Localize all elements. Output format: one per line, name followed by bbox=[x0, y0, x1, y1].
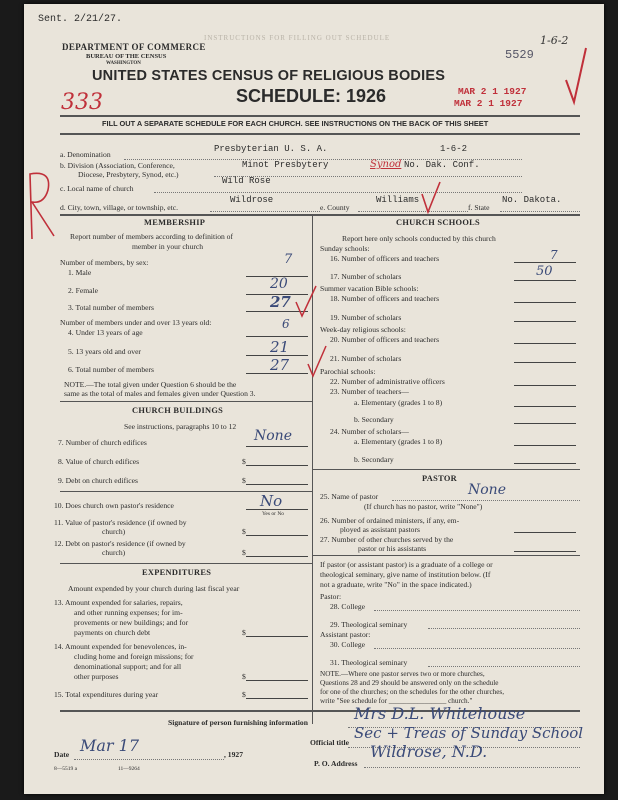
red-checkmark-icon bbox=[564, 46, 590, 106]
q5-label: 5. 13 years old and over bbox=[68, 347, 141, 356]
q12-label-2: church) bbox=[102, 548, 126, 557]
q24b-box bbox=[514, 463, 576, 464]
county-value: Williams bbox=[376, 195, 420, 205]
graduate-instruction-3: not a graduate, write "No" in the space indicated.) bbox=[320, 580, 472, 589]
pastor-note-4: write "See schedule for ________________ church." bbox=[320, 697, 473, 705]
expenditures-subheading: Amount expended by your church during last fiscal year bbox=[68, 584, 240, 593]
q24-label: 24. Number of scholars— bbox=[330, 427, 409, 436]
red-r-mark-icon bbox=[24, 164, 64, 244]
age-label: Number of members under and over 13 years old: bbox=[60, 318, 212, 327]
q4-label: 4. Under 13 years of age bbox=[68, 328, 143, 337]
q24a-box bbox=[514, 445, 576, 446]
q30-label: 30. College bbox=[330, 640, 366, 649]
q12-dollar: $ bbox=[242, 548, 246, 557]
q16-label: 16. Number of officers and teachers bbox=[330, 254, 440, 263]
denomination-label: a. Denomination bbox=[60, 150, 111, 159]
date-label: Date bbox=[54, 750, 70, 759]
q26-line-1: 26. Number of ordained ministers, if any, em- bbox=[320, 516, 460, 525]
q31-label: 31. Theological seminary bbox=[330, 658, 408, 667]
expenditures-heading: EXPENDITURES bbox=[142, 568, 212, 577]
form-number: 8—5519 a bbox=[54, 766, 78, 772]
date-year: , 1927 bbox=[224, 750, 243, 759]
pastor-note-3: for one of the churches; on the schedules for the other churches, bbox=[320, 688, 505, 696]
q24b-label: b. Secondary bbox=[354, 455, 394, 464]
pastor-label: Pastor: bbox=[320, 592, 342, 601]
census-schedule-sheet bbox=[24, 4, 604, 794]
received-stamp-2: MAR 2 1 1927 bbox=[454, 98, 523, 109]
county-label: e. County bbox=[320, 203, 350, 212]
q25-value: None bbox=[468, 482, 506, 498]
received-stamp-1: MAR 2 1 1927 bbox=[458, 86, 527, 97]
q16-box bbox=[514, 262, 576, 263]
q7-value: None bbox=[254, 428, 292, 444]
fill-line bbox=[428, 628, 580, 629]
q17-box bbox=[514, 280, 576, 281]
divider bbox=[312, 469, 580, 470]
membership-intro-2: member in your church bbox=[132, 242, 204, 251]
official-title-label: Official title bbox=[310, 738, 350, 747]
signature-label: Signature of person furnishing information bbox=[168, 718, 308, 727]
fill-line bbox=[374, 648, 580, 649]
pastor-heading: PASTOR bbox=[422, 474, 457, 483]
q23b-label: b. Secondary bbox=[354, 415, 394, 424]
q14-line-3: denominational support; and for all bbox=[74, 662, 182, 671]
q14-line-2: cluding home and foreign missions; for bbox=[74, 652, 194, 661]
q19-box bbox=[514, 321, 576, 322]
divider bbox=[60, 401, 312, 402]
q13-line-4: payments on church debt bbox=[74, 628, 151, 637]
city-value: Wildrose bbox=[230, 195, 274, 205]
q27-line-2: pastor or his assistants bbox=[358, 544, 427, 553]
q14-line-4: other purposes bbox=[74, 672, 119, 681]
sent-date: Sent. 2/21/27. bbox=[38, 14, 123, 25]
q23a-label: a. Elementary (grades 1 to 8) bbox=[354, 398, 443, 407]
graduate-instruction-1: If pastor (or assistant pastor) is a graduate of a college or bbox=[320, 560, 493, 569]
membership-heading: MEMBERSHIP bbox=[144, 218, 206, 227]
signature-value: Mrs D.L. Whitehouse bbox=[354, 704, 526, 723]
fill-line bbox=[428, 666, 580, 667]
official-title-value: Sec + Treas of Sunday School bbox=[354, 724, 584, 742]
instruction-banner: FILL OUT A SEPARATE SCHEDULE FOR EACH CHURCH. SEE INSTRUCTIONS ON THE BACK OF THIS SHEET bbox=[102, 119, 489, 128]
fill-line bbox=[374, 610, 580, 611]
q26-box bbox=[514, 532, 576, 533]
weekday-schools-label: Week-day religious schools: bbox=[320, 325, 406, 334]
local-name-value: Wild Rose bbox=[222, 176, 271, 186]
state-label: f. State bbox=[468, 203, 490, 212]
date-value: Mar 17 bbox=[80, 736, 140, 755]
denomination-value: Presbyterian U. S. A. bbox=[214, 144, 328, 154]
q17-value: 50 bbox=[536, 264, 553, 279]
graduate-instruction-2: theological seminary, give name of institution below. (If bbox=[320, 570, 491, 579]
q20-label: 20. Number of officers and teachers bbox=[330, 335, 440, 344]
red-checkmark-icon bbox=[294, 284, 318, 320]
q9-dollar: $ bbox=[242, 476, 246, 485]
q27-box bbox=[514, 551, 576, 552]
q11-dollar: $ bbox=[242, 527, 246, 536]
q10-value: No bbox=[260, 492, 283, 510]
handwritten-number: 333 bbox=[61, 90, 103, 115]
schools-intro: Report here only schools conducted by this church bbox=[342, 234, 496, 243]
sunday-schools-label: Sunday schools: bbox=[320, 244, 370, 253]
parochial-schools-label: Parochial schools: bbox=[320, 367, 376, 376]
q18-label: 18. Number of officers and teachers bbox=[330, 294, 440, 303]
pastor-note-1: NOTE.—Where one pastor serves two or more churches, bbox=[320, 670, 485, 678]
q6-value: 27 bbox=[270, 356, 290, 374]
q25-label: 25. Name of pastor bbox=[320, 492, 379, 501]
address-value: Wildrose, N.D. bbox=[370, 742, 488, 761]
q7-box bbox=[246, 446, 308, 447]
q14-box bbox=[246, 680, 308, 681]
q16-value: 7 bbox=[550, 248, 558, 262]
q11-label: 11. Value of pastor's residence (if owned by bbox=[54, 518, 187, 527]
fill-line bbox=[392, 500, 580, 501]
q8-dollar: $ bbox=[242, 457, 246, 466]
by-sex-label: Number of members, by sex: bbox=[60, 258, 149, 267]
q23-label: 23. Number of teachers— bbox=[330, 387, 409, 396]
q26-line-2: ployed as assistant pastors bbox=[340, 525, 420, 534]
buildings-subheading: See instructions, paragraphs 10 to 12 bbox=[124, 422, 237, 431]
membership-note: NOTE.—The total given under Question 6 should be the bbox=[64, 380, 237, 389]
q13-dollar: $ bbox=[242, 628, 246, 637]
buildings-heading: CHURCH BUILDINGS bbox=[132, 406, 224, 415]
q28-label: 28. College bbox=[330, 602, 366, 611]
q18-box bbox=[514, 302, 576, 303]
faint-bleedthrough-text: INSTRUCTIONS FOR FILLING OUT SCHEDULE bbox=[204, 34, 391, 42]
denomination-code: 1-6-2 bbox=[440, 144, 468, 154]
division-note: Synod bbox=[370, 159, 402, 170]
department-name: DEPARTMENT OF COMMERCE bbox=[62, 42, 206, 52]
q2-value: 20 bbox=[270, 276, 288, 292]
q10-label: 10. Does church own pastor's residence bbox=[54, 501, 174, 510]
local-name-label: c. Local name of church bbox=[60, 184, 134, 193]
q1-label: 1. Male bbox=[68, 268, 92, 277]
q13-line-3: provements or new buildings; and for bbox=[74, 618, 189, 627]
membership-intro: Report number of members according to definition of bbox=[70, 232, 234, 241]
q7-label: 7. Number of church edifices bbox=[58, 438, 147, 447]
red-checkmark-icon bbox=[420, 180, 442, 216]
q25-note: (If church has no pastor, write "None") bbox=[364, 502, 483, 511]
q21-label: 21. Number of scholars bbox=[330, 354, 402, 363]
city-name: WASHINGTON bbox=[106, 61, 141, 66]
fill-line bbox=[154, 192, 522, 193]
membership-note-2: same as the total of males and females given under Question 3. bbox=[64, 389, 256, 398]
q4-box bbox=[246, 336, 308, 337]
state-value: No. Dakota. bbox=[502, 195, 562, 205]
divider bbox=[60, 133, 580, 135]
q15-label: 15. Total expenditures during year bbox=[54, 690, 159, 699]
q13-line-2: and other running expenses; for im- bbox=[74, 608, 183, 617]
fill-line bbox=[364, 767, 580, 768]
serial-number: 5529 bbox=[505, 48, 534, 62]
divider bbox=[60, 115, 580, 117]
city-label: d. City, town, village, or township, etc. bbox=[60, 203, 179, 212]
divider bbox=[312, 555, 580, 556]
fill-line bbox=[210, 211, 320, 212]
q23a-box bbox=[514, 406, 576, 407]
q9-label: 9. Debt on church edifices bbox=[58, 476, 138, 485]
q8-label: 8. Value of church edifices bbox=[58, 457, 140, 466]
q22-box bbox=[514, 385, 576, 386]
address-label: P. O. Address bbox=[314, 759, 358, 768]
division-label: b. Division (Association, Conference, bbox=[60, 161, 175, 170]
schedule-year: SCHEDULE: 1926 bbox=[236, 86, 387, 106]
schools-heading: CHURCH SCHOOLS bbox=[396, 218, 481, 227]
q1-value: 7 bbox=[284, 252, 293, 267]
q12-box bbox=[246, 556, 308, 557]
bureau-name: BUREAU OF THE CENSUS bbox=[86, 53, 167, 60]
q23b-box bbox=[514, 423, 576, 424]
q15-dollar: $ bbox=[242, 690, 246, 699]
q19-label: 19. Number of scholars bbox=[330, 313, 402, 322]
form-title: UNITED STATES CENSUS OF RELIGIOUS BODIES bbox=[92, 68, 446, 84]
q27-line-1: 27. Number of other churches served by the bbox=[320, 535, 454, 544]
q6-label: 6. Total number of members bbox=[68, 365, 155, 374]
q11-box bbox=[246, 535, 308, 536]
q20-box bbox=[514, 343, 576, 344]
division-label-2: Diocese, Presbytery, Synod, etc.) bbox=[78, 170, 179, 179]
print-number: 11—9264 bbox=[118, 766, 140, 772]
q5-value: 21 bbox=[270, 338, 290, 356]
q13-box bbox=[246, 636, 308, 637]
q24a-label: a. Elementary (grades 1 to 8) bbox=[354, 437, 443, 446]
q22-label: 22. Number of administrative officers bbox=[330, 377, 445, 386]
divider bbox=[60, 214, 580, 216]
q12-label: 12. Debt on pastor's residence (if owned by bbox=[54, 539, 186, 548]
q4-value: 6 bbox=[282, 317, 290, 331]
pastor-note-2: Questions 28 and 29 should be answered only on the schedule bbox=[320, 679, 499, 687]
divider bbox=[60, 563, 312, 564]
q9-box bbox=[246, 484, 308, 485]
fill-line bbox=[358, 211, 468, 212]
q14-line-1: 14. Amount expended for benevolences, in- bbox=[54, 642, 187, 651]
q17-label: 17. Number of scholars bbox=[330, 272, 402, 281]
fill-line bbox=[500, 211, 580, 212]
division-value: Minot Presbytery bbox=[242, 160, 329, 170]
q21-box bbox=[514, 362, 576, 363]
assistant-label: Assistant pastor: bbox=[320, 630, 371, 639]
vacation-schools-label: Summer vacation Bible schools: bbox=[320, 284, 419, 293]
q15-box bbox=[246, 698, 308, 699]
q29-label: 29. Theological seminary bbox=[330, 620, 408, 629]
q11-label-2: church) bbox=[102, 527, 126, 536]
q8-box bbox=[246, 465, 308, 466]
q3-label: 3. Total number of members bbox=[68, 303, 155, 312]
yes-no-hint: Yes or No bbox=[262, 511, 285, 517]
q14-dollar: $ bbox=[242, 672, 246, 681]
q2-label: 2. Female bbox=[68, 286, 98, 295]
division-value-2: No. Dak. Conf. bbox=[404, 160, 480, 170]
q3-value: 27 bbox=[270, 293, 291, 311]
q13-line-1: 13. Amount expended for salaries, repairs, bbox=[54, 598, 183, 607]
fill-line bbox=[74, 759, 224, 760]
corner-code: 1-6-2 bbox=[540, 34, 569, 47]
